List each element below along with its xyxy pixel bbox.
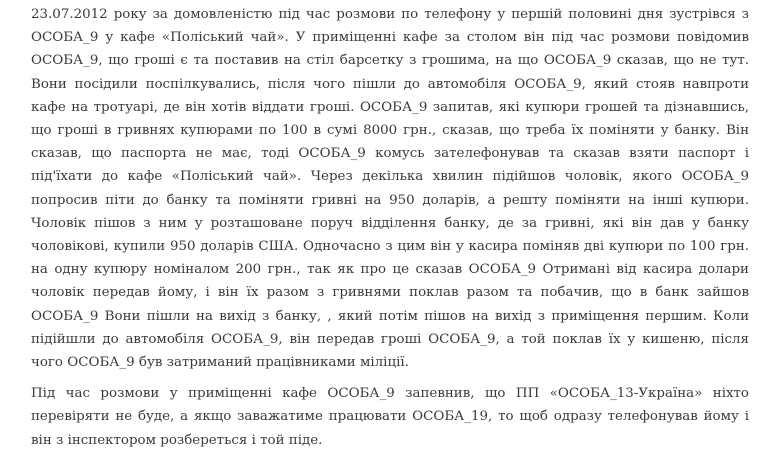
paragraph-2: Під час розмови у приміщенні кафе ОСОБА_9 запевнив, що ПП «ОСОБА_13-Україна» ніхто перевіряти не буде, а якщо заважатиме працювати ОСОБА_19, то щоб одразу телефонував йому і він з інспектором розбереться і той піде. [31, 386, 749, 448]
document-body [31, 3, 749, 452]
paragraph-1: 23.07.2012 року за домовленістю під час розмови по телефону у першій половині дня зустрівся з ОСОБА_9 у кафе «Поліський чай». У приміщенні кафе за столом він під час розмови повідомив ОСОБА_9, що гроші є та поставив на стіл барсетку з грошима, на що ОСОБА_9 сказав, що не тут. Вони посідили поспілкувались, після чого пішли до автомобіля ОСОБА_9, який стояв навпроти кафе на тротуарі, де він хотів віддати гроші. ОСОБА_9 запитав, які купюри грошей та дізнавшись, що гроші в гривнях купюрами по 100 в сумі 8000 грн., сказав, що треба їх поміняти у банку. Він сказав, що паспорта не має, тоді ОСОБА_9 комусь зателефонував та сказав взяти паспорт і під'їхати до кафе «Поліський чай». Через декілька хвилин підійшов чоловік, якого ОСОБА_9 попросив піти до банку та поміняти гривні на 950 доларів, а решту поміняти на інші купюри. Чоловік пішов з ним у розташоване поруч відділення банку, де за гривні, які він дав у банку чоловікові, купили 950 доларів США. Одночасно з цим він у касира поміняв дві купюри по 100 грн. на одну купюру номіналом 200 грн., так як про це сказав ОСОБА_9 Отримані від касира долари чоловік передав йому, і він їх разом з гривнями поклав разом та побачив, що в банк зайшов ОСОБА_9 Вони пішли на вихід з банку, , який потім пішов на вихід з приміщення першим. Коли підійшли до автомобіля ОСОБА_9, він передав гроші ОСОБА_9, а той поклав їх у кишеню, після чого ОСОБА_9 був затриманий працівниками міліції. [31, 7, 749, 371]
